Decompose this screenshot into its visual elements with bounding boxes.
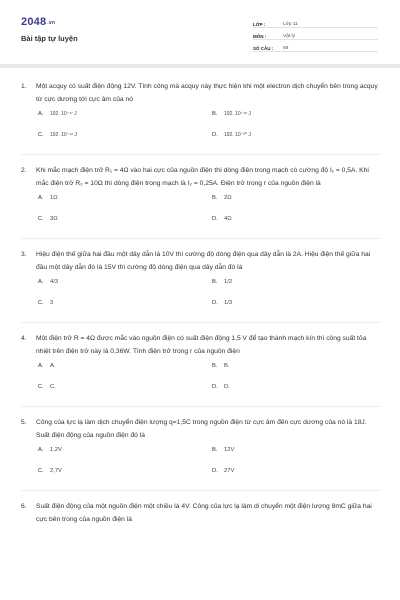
question-item [21,80,381,155]
option-value: 4Ω [224,216,232,222]
question-stem [21,80,381,106]
option-value: 4/3 [50,279,59,285]
option-value: 12V [224,447,235,453]
answer-option[interactable] [38,447,210,468]
question-stem [21,416,381,442]
question-text: Một acquy có suất điện động 12V. Tính công mà acquy này thực hiện khi một electron dịch chuyển bên trong acquy từ cực dương tới cực âm của nó [36,83,378,103]
question-item [21,416,381,491]
answer-option[interactable] [212,300,384,321]
page-title: Bài tập tự luyện [21,34,78,43]
answer-options [38,111,381,153]
question-divider [21,154,381,155]
answer-option[interactable] [212,363,384,384]
option-value: 192. 10⁻¹⁸ J [224,111,251,117]
option-letter: B. [212,279,218,285]
question-stem [21,164,381,190]
page-header [0,0,400,58]
option-letter: A. [38,279,44,285]
meta-row-subject [253,28,378,40]
answer-options [38,363,381,405]
option-value: 192. 10⁻¹⁷ J [50,111,77,117]
meta-value: Vật lý [283,34,295,39]
option-value: 1/3 [224,300,233,306]
option-value: 3 [50,300,54,306]
answer-option[interactable] [212,111,384,132]
option-letter: C. [38,384,44,390]
option-value: 3Ω [50,216,58,222]
question-text: Công của lực lạ làm dịch chuyển điện lượng q=1,5C trong nguồn điện từ cực âm đến cực dương của nó là 18J. Suất điện động của nguồn điện đó là [36,419,367,439]
meta-value: Lớp 11 [283,22,298,27]
answer-options [38,279,381,321]
answer-option[interactable] [212,468,384,489]
question-stem [21,332,381,358]
logo-domain: .vn [47,20,56,26]
question-divider [21,238,381,239]
option-letter: A. [38,195,44,201]
question-number: 1. [21,83,27,90]
question-number: 5. [21,419,27,426]
option-letter: C. [38,216,44,222]
option-value: B. [224,363,230,369]
answer-option[interactable] [38,216,210,237]
answer-option[interactable] [212,132,384,153]
option-value: C. [50,384,56,390]
answer-options [38,447,381,489]
option-value: 2Ω [224,195,232,201]
question-text: Suất điện động của một nguồn điện một chiều là 4V. Công của lực lạ làm di chuyển một điện lượng 8mC giữa hai cực bên trong của nguồn điện là [36,503,372,523]
answer-option[interactable] [38,384,210,405]
option-value: 1,2V [50,447,62,453]
meta-row-count [253,40,378,52]
option-value: 2,7V [50,468,62,474]
option-letter: A. [38,363,44,369]
option-letter: B. [212,111,218,117]
option-value: 1/2 [224,279,233,285]
logo-text: 2048 [21,16,47,28]
question-number: 3. [21,251,27,258]
question-item [21,248,381,323]
question-divider [21,322,381,323]
question-item [21,164,381,239]
question-stem [21,248,381,274]
option-letter: D. [212,132,218,138]
option-value: 192. 10⁻¹⁹ J [50,132,78,138]
option-value: 1Ω [50,195,58,201]
option-value: 192. 10⁻²⁰ J [224,132,251,138]
option-value: D. [224,384,230,390]
answer-option[interactable] [38,111,210,132]
answer-option[interactable] [212,216,384,237]
option-letter: D. [212,384,218,390]
answer-option[interactable] [212,279,384,300]
answer-option[interactable] [38,363,210,384]
answer-option[interactable] [38,300,210,321]
answer-options [38,195,381,237]
question-text: Hiệu điện thế giữa hai đầu một dây dẫn là 10V thì cường độ dòng điện qua dây dẫn là 2A. Hiệu điện thế giữa hai đầu một dây dẫn đó là 15V thì cường độ dòng điện qua dây dẫn đó là [36,251,371,271]
question-stem [21,500,381,526]
question-text: Một điện trở R = 4Ω được mắc vào nguồn điện có suất điện động 1,5 V để tạo thành mạch kín thì công suất tỏa nhiệt trên điện trở này là 0,36W. Tính điện trở trong r của nguồn điện [36,335,367,355]
question-divider [21,490,381,491]
answer-option[interactable] [212,384,384,405]
option-letter: D. [212,300,218,306]
answer-option[interactable] [38,132,210,153]
meta-info [253,16,378,52]
question-divider [21,406,381,407]
option-letter: D. [212,468,218,474]
question-number: 4. [21,335,27,342]
answer-option[interactable] [38,279,210,300]
answer-option[interactable] [212,447,384,468]
question-list [21,80,381,526]
option-letter: D. [212,216,218,222]
answer-option[interactable] [38,195,210,216]
option-value: A. [50,363,56,369]
option-letter: C. [38,468,44,474]
question-number: 2. [21,167,27,174]
meta-row-class [253,16,378,28]
option-letter: B. [212,363,218,369]
option-letter: A. [38,447,44,453]
option-value: 27V [224,468,235,474]
meta-key: SỐ CÂU : [253,46,274,51]
header-divider [0,64,400,68]
question-item [21,332,381,407]
option-letter: B. [212,195,218,201]
meta-key: MÔN : [253,34,267,39]
option-letter: A. [38,111,44,117]
answer-option[interactable] [38,468,210,489]
option-letter: B. [212,447,218,453]
meta-value: 68 [283,46,289,51]
question-text: Khi mắc mạch điện trở R₁ = 4Ω vào hai cực của nguồn điện thì dòng điện trong mạch có cường độ I₁ = 0,5A. Khi mắc điện trở R₂ = 10Ω thì dòng điện trong mạch là I₂ = 0,25A. Điện trở trong r của nguồn điện là [36,167,369,187]
option-letter: C. [38,300,44,306]
question-item [21,500,381,526]
meta-key: LỚP : [253,22,266,27]
answer-option[interactable] [212,195,384,216]
option-letter: C. [38,132,44,138]
question-number: 6. [21,503,27,510]
